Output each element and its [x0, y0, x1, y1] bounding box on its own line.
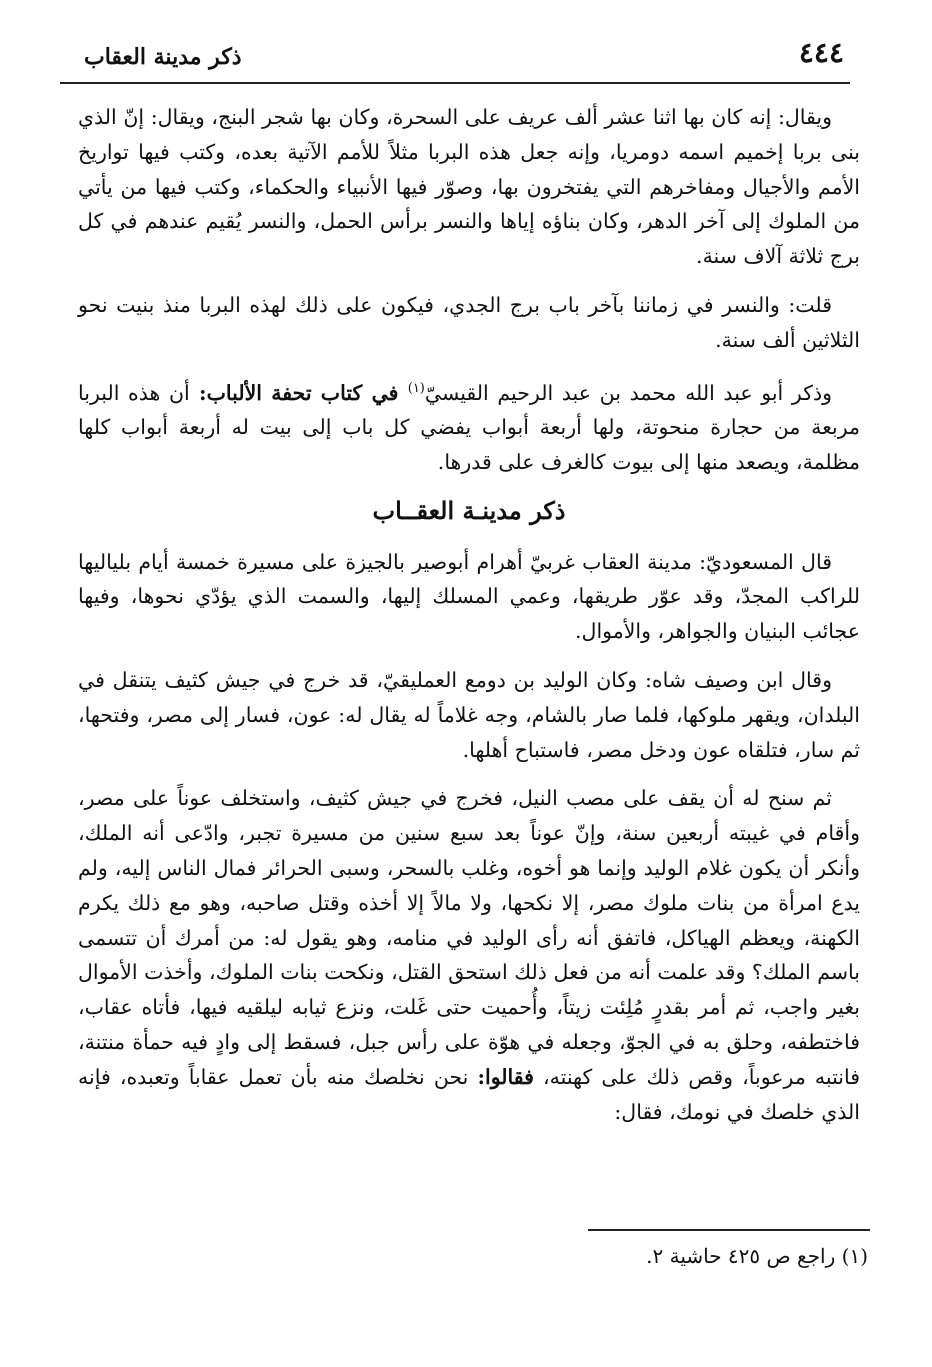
paragraph-6-bold: فقالوا: [477, 1064, 534, 1089]
paragraph-2: قلت: والنسر في زماننا بآخر باب برج الجدي، فيكون على ذلك لهذه البربا منذ بنيت نحو الثلاثين ألف سنة. [78, 292, 860, 352]
footnote-reference-1: (١) [407, 380, 425, 396]
paragraph-6 [78, 781, 860, 1129]
section-heading: ذكر مدينـة العقــاب [372, 495, 566, 525]
page-number: ٤٤٤ [798, 36, 844, 69]
paragraph-4: قال المسعوديّ: مدينة العقاب غربيّ أهرام أبوصير بالجيزة على مسيرة خمسة أيام بلياليها للراكب المجدّ، وقد عوّر طريقها، وعمي المسلك إليها، والسمت الذي يؤدّي نحوها، وفيها عجائب البنيان والجواهر، والأموال. [78, 549, 860, 644]
paragraph-6-end: نحن نخلصك منه بأن تعمل عقاباً وتعبده، فإنه الذي خلصك في نومك، فقال: [78, 1064, 860, 1124]
paragraph-3 [78, 372, 860, 480]
main-text [78, 100, 860, 1143]
page-header [60, 32, 850, 84]
paragraph-3-end: أن هذه البربا مربعة من حجارة منحوتة، ولها أربعة أبواب يفضي كل باب إلى بيت له أربعة أبواب كلها مظلمة، ويصعد منها إلى بيوت كالغرف على قدرها. [78, 380, 860, 474]
paragraph-1: ويقال: إنه كان بها اثنا عشر ألف عريف على السحرة، وكان بها شجر البنج، ويقال: إنّ الذي بنى بربا إخميم اسمه دومريا، وإنه جعل هذه البربا مثلاً للأمم الآتية بعده، وكتب فيها تواريخ الأمم والأجيال ومفاخرهم التي يفتخرون بها، وصوّر فيها الأنبياء والحكماء، وكتب فيها من يأتي من الملوك إلى آخر الدهر، وكان بناؤه إياها والنسر برأس الحمل، والنسر يُقيم عندهم في كل برج ثلاثة آلاف سنة. [78, 105, 860, 269]
paragraph-5: وقال ابن وصيف شاه: وكان الوليد بن دومع العمليقيّ، قد خرج في جيش كثيف يتنقل في البلدان، ويقهر ملوكها، فلما صار بالشام، وجه غلاماً له يقال له: عون، فسار إلى مصر، وفتحها، ثم سار، فتلقاه عون ودخل مصر، فاستباح أهلها. [78, 667, 861, 762]
paragraph-3-start: وذكر أبو عبد الله محمد بن عبد الرحيم القيسيّ [424, 380, 833, 405]
footnote-1: (١) راجع ص ٤٢٥ حاشية ٢. [646, 1244, 868, 1268]
paragraph-6-main: ثم سنح له أن يقف على مصب النيل، فخرج في جيش كثيف، واستخلف عوناً على مصر، وأقام في غيبته أربعين سنة، وإنّ عوناً بعد سبع سنين من مسيرة تجبر، وادّعى أنه الملك، وأنكر أن يكون غلام الوليد وإنما هو أخوه، وغلب بالسحر، وسبى الحرائر فمال الناس إليه، ولم يدع امرأة من بنات ملوك مصر، إلا نكحها، ولا مالاً إلا أخذه وقتل صاحبه، وهو مع ذلك يكرم الكهنة، ويعظم الهياكل، فاتفق أنه رأى الوليد في منامه، وهو يقول له: من أمرك أن تتسمى باسم الملك؟ وقد علمت أنه من فعل ذلك استحق القتل، ونكحت بنات الملوك، وأخذت الأموال بغير واجب، ثم أمر بقدرٍ مُلِئت زيتاً، وأُحميت حتى غَلت، ونزع ثيابه ليلقيه فيها، فأتاه عقاب، فاختطفه، وحلق به في الجوّ، وجعله في هوّة على رأس جبل، فسقط إلى وادٍ فيه حمأة منتنة، فانتبه مرعوباً، وقص ذلك على كهنته، [78, 786, 861, 1089]
book-title: في كتاب تحفة الألباب: [189, 380, 408, 405]
footnote-divider [588, 1229, 870, 1231]
running-title: ذكر مدينة العقاب [84, 44, 242, 70]
